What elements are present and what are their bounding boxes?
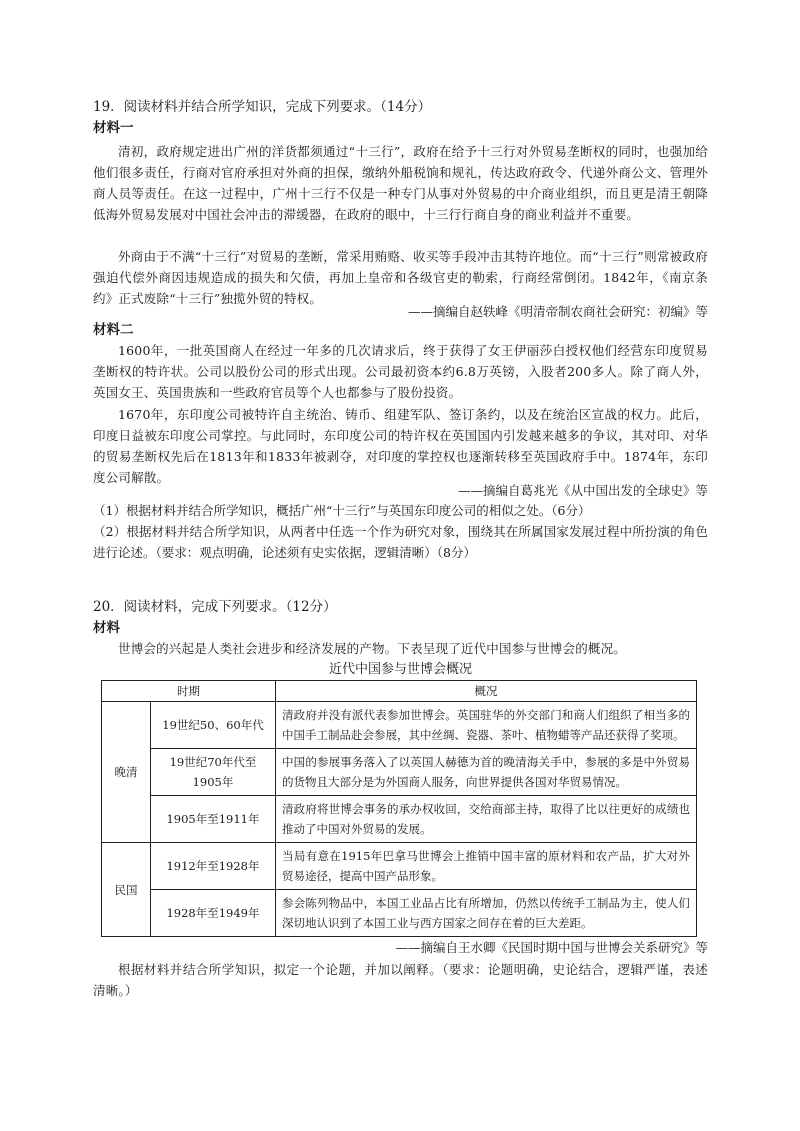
table-row [102,843,697,890]
q19-material1-paragraph-2: 外商由于不满“十三行”对贸易的垄断，常采用贿赂、收买等手段冲击其特许地位。而“十三行”则常被政府强迫代偿外商因违规造成的损失和欠债，再加上皇帝和各级官吏的勒索，行商经常倒闭。1842年，《南京条约》正式废除“十三行”独揽外贸的特权。 [93,249,708,306]
era-qing: 晚清 [102,702,151,843]
period-cell: 1928年至1949年 [151,890,276,937]
table-row [102,890,697,937]
table-header-row [102,681,697,702]
q19-material2-paragraph-2: 1670年，东印度公司被特许自主统治、铸币、组建军队、签订条约，以及在统治区宣战的权力。此后，印度日益被东印度公司掌控。与此同时，东印度公司的特许权在英国国内引发越来越多的争议，其对印、对华的贸易垄断权先后在1813年和1833年被剥夺，对印度的掌控权也逐渐转移至英国政府手中。1874年，东印度公司解散。 [93,407,708,485]
era-minguo: 民国 [102,843,151,937]
overview-cell: 参会陈列物品中，本国工业品占比有所增加，仍然以传统手工制品为主，使人们深切地认识到了本国工业与西方国家之间存在着的巨大差距。 [276,890,697,937]
period-cell: 1912年至1928年 [151,843,276,890]
q20-intro: 世博会的兴起是人类社会进步和经济发展的产物。下表呈现了近代中国参与世博会的概况。 [118,641,627,656]
period-cell: 19世纪70年代至1905年 [151,749,276,796]
period-cell: 19世纪50、60年代 [151,702,276,749]
q19-title: 19．阅读材料并结合所学知识，完成下列要求。（14分） [93,99,432,115]
q20-title: 20．阅读材料，完成下列要求。（12分） [93,599,337,615]
q20-material-heading: 材料 [93,620,120,636]
q19-material2-heading: 材料二 [93,322,134,338]
table-caption: 近代中国参与世博会概况 [328,662,472,677]
overview-cell: 清政府并没有派代表参加世博会。英国驻华的外交部门和商人们组织了相当多的中国手工制品赴会参展，其中丝绸、瓷器、茶叶、植物蜡等产品还获得了奖项。 [276,702,697,749]
q19-subquestion-2: （2）根据材料并结合所学知识，从两者中任选一个作为研究对象，围绕其在所属国家发展过程中所扮演的角色进行论述。（要求：观点明确，论述须有史实依据，逻辑清晰）（8分） [93,524,708,560]
q19-material1-source: ——摘编自赵轶峰《明清帝制农商社会研究：初编》等 [407,304,708,319]
q19-material2-source: ——摘编自葛兆光《从中国出发的全球史》等 [457,483,708,498]
q19-material1-heading: 材料一 [93,120,134,136]
overview-cell: 中国的参展事务落入了以英国人赫德为首的晚清海关手中，参展的多是中外贸易的货物且大部分是为外国商人服务，向世界提供各国对华贸易情况。 [276,749,697,796]
q19-subquestion-1: （1）根据材料并结合所学知识，概括广州“十三行”与英国东印度公司的相似之处。（6分） [93,503,591,518]
header-overview: 概况 [276,681,697,702]
overview-cell: 当局有意在1915年巴拿马世博会上推销中国丰富的原材料和农产品，扩大对外贸易途径，提高中国产品形象。 [276,843,697,890]
header-period: 时期 [102,681,276,702]
period-cell: 1905年至1911年 [151,796,276,843]
table-row [102,796,697,843]
q19-material2-paragraph-1: 1600年，一批英国商人在经过一年多的几次请求后，终于获得了女王伊丽莎白授权他们经营东印度贸易垄断权的特许状。公司以股份公司的形式出现。公司最初资本约6.8万英镑，入股者200多人。除了商人外，英国女王、英国贵族和一些政府官员等个人也都参与了股份投资。 [93,343,708,400]
q20-source: ——摘编自王水卿《民国时期中国与世博会关系研究》等 [395,940,708,955]
q20-question: 根据材料并结合所学知识，拟定一个论题，并加以阐释。（要求：论题明确，史论结合，逻辑严谨，表述清晰。） [93,962,708,998]
table-row [102,702,697,749]
expo-table [101,680,697,937]
q19-material1-paragraph-1: 清初，政府规定进出广州的洋货都须通过“十三行”，政府在给予十三行对外贸易垄断权的同时，也强加给他们很多责任，行商对官府承担对外商的担保，缴纳外船税饷和规礼，传达政府政令、代递外商公文、管理外商人员等责任。在这一过程中，广州十三行不仅是一种专门从事对外贸易的中介商业组织，而且更是清王朝降低海外贸易发展对中国社会冲击的滞缓器，在政府的眼中，十三行行商自身的商业利益并不重要。 [93,144,708,222]
table-row [102,749,697,796]
overview-cell: 清政府将世博会事务的承办权收回，交给商部主持，取得了比以往更好的成绩也推动了中国对外贸易的发展。 [276,796,697,843]
